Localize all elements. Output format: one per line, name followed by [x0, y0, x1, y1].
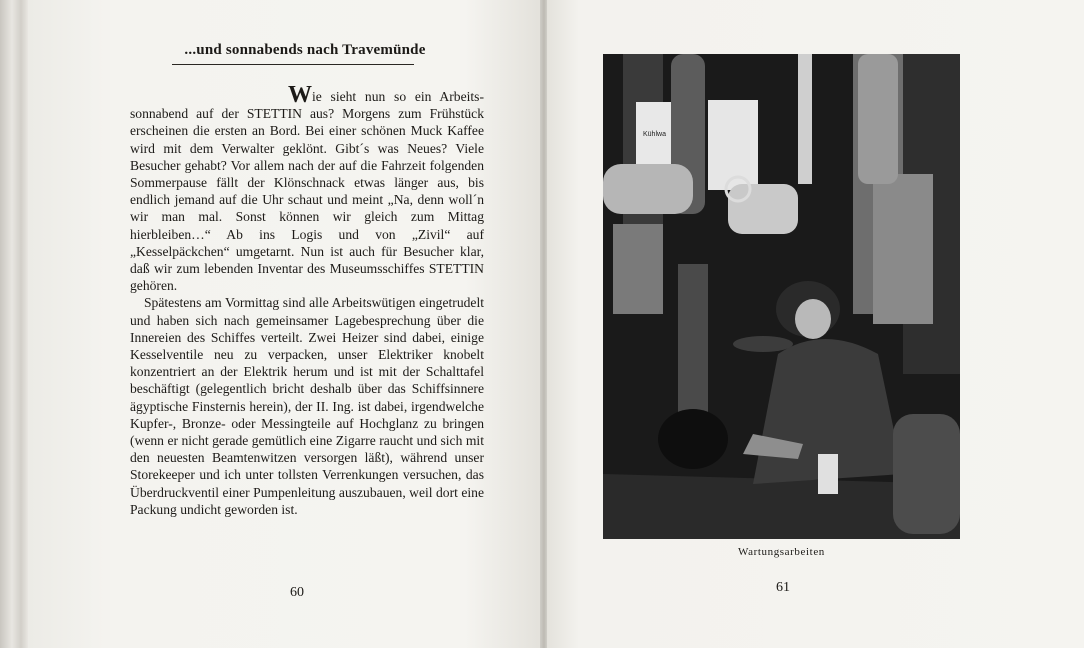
head-rule: [172, 64, 414, 65]
running-head: ...und sonnabends nach Travemünde: [184, 42, 426, 58]
photo-illustration: [603, 54, 960, 539]
paragraph-2: Spätestens am Vormittag sind alle Arbeitswütigen eingetrudelt und haben sich nach gemeinsamer Lagebesprechung über die Innereien des Schiffes verteilt. Zwei Heizer sind dabei, einige Kesselventile neu zu verpacken, unser Elektriker knobelt konzentriert an der Elektrik herum und ist mit der Schalttafel beschäftigt (gelegentlich bricht deshalb über das Schiffsinnere ägyptische Finsternis herein), der II. Ing. ist dabei, irgendwelche Kupfer-, Bronze- oder Messingteile auf Hochglanz zu bringen (wenn er nicht gerade gemütlich eine Zigarre raucht und sich mit den neuesten Beamtenwitzen versorgen läßt), während unser Storekeeper und ich unter tollsten Verrenkungen versuchen, das Überdruckventil einer Pumpenleitung auszubauen, weil dort eine Packung undicht geworden ist.: [130, 295, 484, 517]
paragraph-1-text: ie sieht nun so ein Arbeitssonnabend auf der STETTIN aus? Morgens zum Frühstück erscheinen die ersten an Bord. Bei einer schönen Muck Kaffee wird mit dem Verwalter geklönt. Gibt´s was Neues? Viele Besucher gehabt? Vor allem nach der auf die Fahrzeit folgenden Sommerpause fällt der Klönschnack etwas länger aus, bis endlich jemand auf die Uhr schaut und meint „Na, denn woll´n wir man mal. Sonst können wir gleich zum Mittag hierbleiben…“ Ab ins Logis und von „Zivil“ auf „Kesselpäckchen“ umgetarnt. Nun ist auch für Besucher klar, daß wir zum lebenden Inventar des Museumsschiffes STETTIN gehören.: [130, 89, 484, 294]
engine-room-photo: [603, 54, 960, 539]
page-edges: [0, 0, 30, 648]
body-text: [130, 82, 484, 518]
drop-cap: W: [288, 82, 312, 108]
photo-caption: Wartungsarbeiten: [738, 546, 825, 558]
page-number-right: 61: [776, 580, 790, 595]
paragraph-1: [130, 82, 484, 294]
sign-text: Kühlwa: [643, 131, 666, 138]
page-number-left: 60: [290, 585, 304, 600]
